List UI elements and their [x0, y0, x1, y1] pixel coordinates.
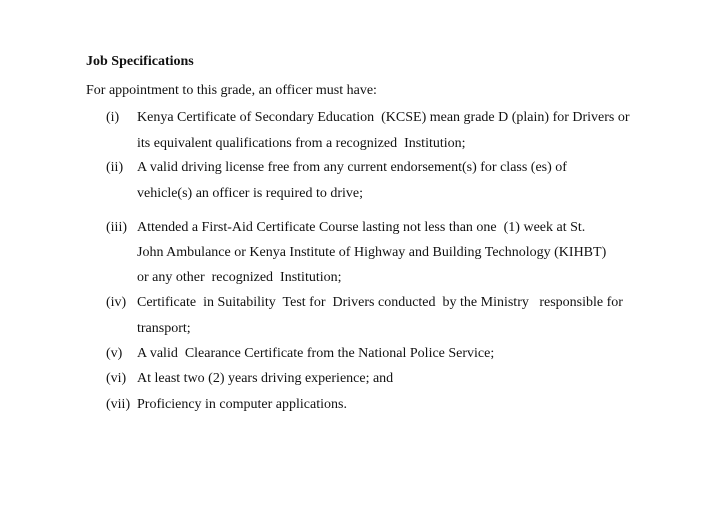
- item-number: (i): [106, 110, 120, 125]
- item-line: Certificate in Suitability Test for Drivers conducted by the Ministry responsible for: [137, 295, 623, 310]
- item-line: Attended a First-Aid Certificate Course lasting not less than one (1) week at St.: [137, 220, 586, 235]
- section-heading: Job Specifications: [86, 54, 194, 69]
- item-line: Kenya Certificate of Secondary Education (KCSE) mean grade D (plain) for Drivers or: [137, 110, 630, 125]
- item-line: its equivalent qualifications from a recognized Institution;: [137, 136, 466, 151]
- item-number: (vii): [106, 397, 131, 412]
- item-line: transport;: [137, 321, 191, 336]
- intro-text: For appointment to this grade, an officer must have:: [86, 83, 377, 98]
- item-line: At least two (2) years driving experience; and: [137, 371, 394, 386]
- item-number: (iv): [106, 295, 127, 310]
- item-number: (iii): [106, 220, 127, 235]
- item-number: (ii): [106, 160, 124, 175]
- item-number: (vi): [106, 371, 127, 386]
- item-number: (v): [106, 346, 123, 361]
- item-line: Proficiency in computer applications.: [137, 397, 347, 412]
- item-line: A valid Clearance Certificate from the National Police Service;: [137, 346, 495, 361]
- item-line: John Ambulance or Kenya Institute of Highway and Building Technology (KIHBT): [137, 245, 607, 260]
- item-line: or any other recognized Institution;: [137, 270, 342, 285]
- item-line: vehicle(s) an officer is required to drive;: [137, 186, 363, 201]
- item-line: A valid driving license free from any current endorsement(s) for class (es) of: [137, 160, 567, 175]
